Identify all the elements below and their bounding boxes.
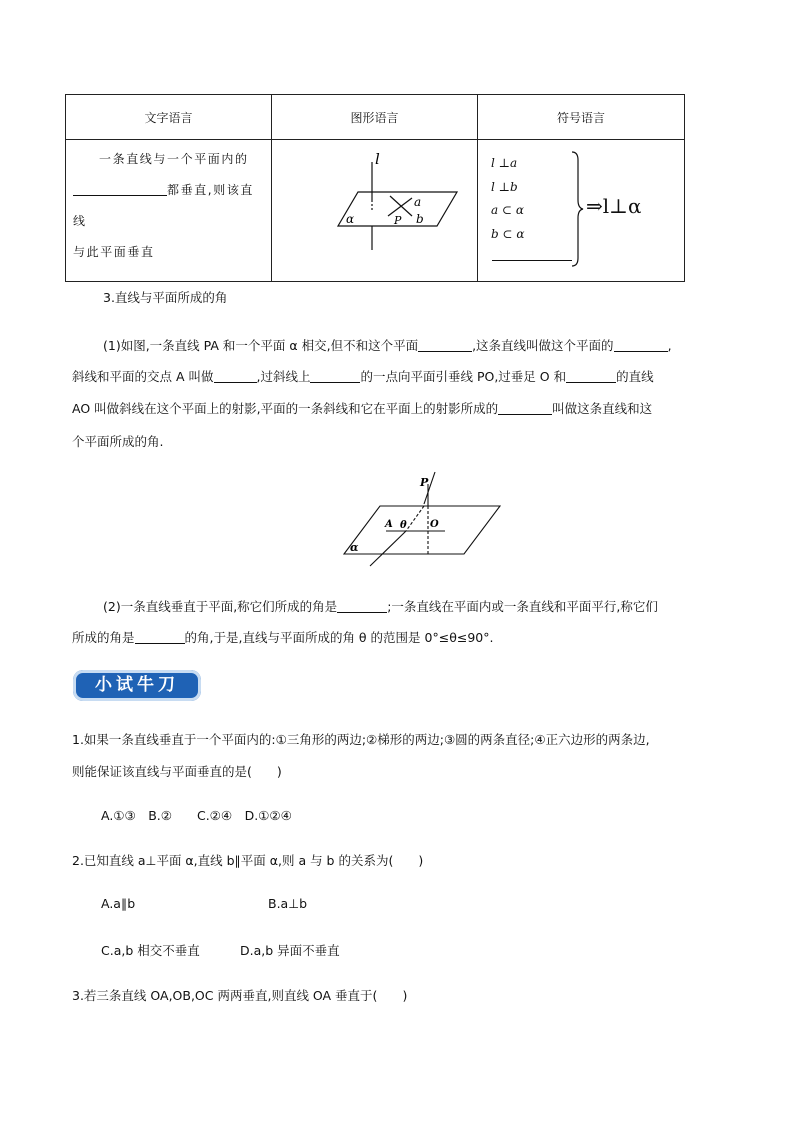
label-l: l (375, 150, 380, 168)
answer-blank[interactable] (418, 339, 472, 352)
right-brace-icon (570, 150, 584, 268)
symbol-line-3: a ⊂ α (491, 203, 524, 217)
symbol-line-1: l ⊥a (491, 156, 518, 170)
answer-blank[interactable] (498, 402, 552, 415)
section-badge (73, 670, 201, 701)
paragraph-1-line-4: 个平面所成的角. (72, 434, 164, 449)
header-text-language: 文字语言 (66, 95, 272, 140)
answer-blank[interactable] (214, 370, 257, 383)
symbol-line-4: b ⊂ α (491, 226, 525, 241)
badge-label: 小试牛刀 (77, 674, 197, 697)
question-2-option-c: C.a,b 相交不垂直 (101, 943, 200, 958)
definition-line-1: 一条直线与一个平面内的 (99, 152, 249, 166)
answer-blank[interactable] (337, 600, 387, 613)
table-header-row (66, 95, 685, 140)
question-2-option-a: A.a∥b (101, 896, 136, 911)
label-theta: θ (400, 520, 407, 531)
oblique-line-angle-figure (340, 470, 510, 570)
line-plane-perpendicular-figure (272, 140, 478, 278)
header-symbol-language: 符号语言 (478, 95, 685, 140)
label-alpha: α (350, 541, 359, 554)
definition-line-2: 都垂直,则该直线 (73, 183, 255, 228)
symbol-line-2: l ⊥b (491, 179, 518, 194)
question-3: 3.若三条直线 OA,OB,OC 两两垂直,则直线 OA 垂直于( ) (72, 988, 408, 1003)
symbol-conditions (491, 152, 524, 246)
question-1-line-2: 则能保证该直线与平面垂直的是( ) (72, 764, 282, 779)
symbol-conclusion: ⇒l⊥α (586, 194, 642, 218)
answer-blank[interactable] (135, 631, 185, 644)
paragraph-2-line-2: 所成的角是 的角,于是,直线与平面所成的角 θ 的范围是 0°≤θ≤90°. (72, 630, 494, 645)
label-b: b (416, 212, 424, 226)
symbol-answer-blank[interactable] (492, 248, 572, 261)
question-1-options: A.①③ B.② C.②④ D.①②④ (101, 808, 292, 823)
header-graphic-language: 图形语言 (272, 95, 478, 140)
label-A: A (385, 519, 393, 530)
answer-blank[interactable] (310, 370, 360, 383)
definition-line-3: 与此平面垂直 (73, 245, 155, 259)
paragraph-2-line-1: (2)一条直线垂直于平面,称它们所成的角是 ;一条直线在平面内或一条直线和平面平行,称它们 (103, 599, 658, 614)
paragraph-1-line-1: (1)如图,一条直线 PA 和一个平面 α 相交,但不和这个平面 ,这条直线叫做这个平面的 , (103, 338, 672, 353)
question-1-line-1: 1.如果一条直线垂直于一个平面内的:①三角形的两边;②梯形的两边;③圆的两条直径;④正六边形的两条边, (72, 732, 650, 747)
answer-blank[interactable] (73, 183, 167, 196)
symbol-language-cell (478, 140, 685, 282)
comparison-table (65, 94, 685, 282)
section-heading: 3.直线与平面所成的角 (103, 290, 228, 305)
text-language-cell (66, 140, 272, 282)
graphic-language-cell (272, 140, 478, 282)
label-P: P (420, 476, 429, 489)
label-O: O (430, 519, 439, 530)
label-P: P (394, 214, 402, 227)
paragraph-1-line-2: 斜线和平面的交点 A 叫做 ,过斜线上 的一点向平面引垂线 PO,过垂足 O 和 的直线 (72, 369, 654, 384)
answer-blank[interactable] (566, 370, 616, 383)
question-2-option-b: B.a⊥b (268, 896, 308, 911)
question-2-option-d: D.a,b 异面不垂直 (240, 943, 340, 958)
paragraph-1-line-3: AO 叫做斜线在这个平面上的射影,平面的一条斜线和它在平面上的射影所成的 叫做这条直线和这 (72, 401, 653, 416)
answer-blank[interactable] (614, 339, 668, 352)
table-body-row (66, 140, 685, 282)
label-alpha: α (346, 212, 355, 226)
label-a: a (414, 195, 422, 209)
question-2: 2.已知直线 a⊥平面 α,直线 b∥平面 α,则 a 与 b 的关系为( ) (72, 853, 424, 868)
